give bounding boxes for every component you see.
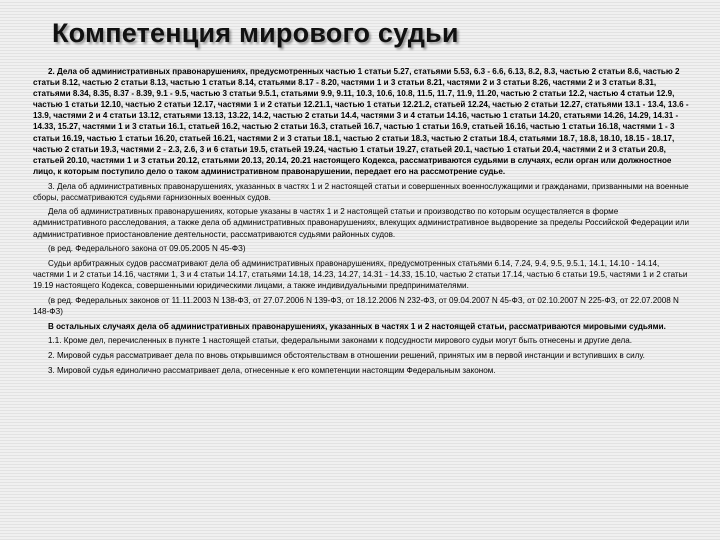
paragraph: 1.1. Кроме дел, перечисленных в пункте 1 настоящей статьи, федеральными законами к подсудности мирового судьи могут быть отнесены и другие дела. — [48, 336, 632, 346]
paragraph: (в ред. Федерального закона от 09.05.2005 N 45-ФЗ) — [48, 244, 246, 254]
paragraph: (в ред. Федеральных законов от 11.11.2003 N 138-ФЗ, от 27.07.2006 N 139-ФЗ, от 18.12.2006 N 232-ФЗ, от 09.04.2007 N 45-ФЗ, от 02.10.2007 N 225-ФЗ, от 22.07.2008 N 148-ФЗ) — [33, 295, 679, 316]
paragraph: 2. Мировой судья рассматривает дела по вновь открывшимся обстоятельствам в отношении решений, принятых им в первой инстанции и вступивших в силу. — [48, 350, 645, 360]
paragraph: Судьи арбитражных судов рассматривают дела об административных правонарушениях, предусмотренных статьями 6.14, 7.24, 9.4, 9.5, 9.5.1, 14.1, 14.10 - 14.14, частями 1 и 2 статьи 14.16, частями 1, 3 и 4 статьи 14.17, статьями 14.18, 14.23, 14.27, 14.31 - 14.33, 15.10, частью 2 статьи 17.14, частью 6 статьи 19.5, частями 1 и 2 статьи 19.19 настоящего Кодекса, совершенными юридическими лицами, а также индивидуальными предпринимателями. — [33, 258, 688, 291]
paragraph: Дела об административных правонарушениях, которые указаны в частях 1 и 2 настоящей статьи и производство по которым осуществляется в форме административного расследования, а также дела об административных правонарушениях, влекущих административное выдворение за пределы Российской Федерации или административное приостановление деятельности, рассматриваются судьями районных судов. — [33, 207, 690, 239]
slide-content — [33, 66, 691, 379]
paragraph: 3. Дела об административных правонарушениях, указанных в частях 1 и 2 настоящей статьи и совершенных военнослужащими и гражданами, призванными на военные сборы, рассматриваются судьями гарнизонных военных судов. — [33, 181, 689, 202]
paragraph: 3. Мировой судья единолично рассматривает дела, отнесенные к его компетенции настоящим Федеральным законом. — [48, 365, 496, 375]
paragraph: 2. Дела об административных правонарушениях, предусмотренных частью 1 статьи 5.27, статьями 5.53, 6.3 - 6.6, 6.13, 8.2, 8.3, частью 2 статьи 8.6, частью 2 статьи 8.12, частью 2 статьи 8.13, частью 1 статьи 8.14, статьями 8.17 - 8.20, частями 1 и 3 статьи 8.21, частями 2 и 3 статьи 8.26, частями 2 и 3 статьи 8.31, статьями 8.34, 8.35, 8.37 - 8.39, 9.1 - 9.5, частью 3 статьи 9.5.1, статьями 9.9, 9.11, 10.3, 10.6, 10.8, 11.5, 11.7, 11.9, 11.20, частью 2 статьи 12.2, частью 4 статьи 12.9, частью 1 статьи 12.10, частью 2 статьи 12.17, частями 1 и 2 статьи 12.21.1, частью 1 статьи 12.21.2, статьей 12.24, частью 2 статьи 12.27, статьями 13.1 - 13.4, 13.6 - 13.9, частями 2 и 4 статьи 13.12, статьями 13.13, 13.22, 14.2, частью 2 статьи 14.4, частями 3 и 4 статьи 14.16, частью 1 статьи 14.20, статьями 14.26, 14.29, 14.31 - 14.33, 15.27, частями 1 и 3 статьи 16.1, статьей 16.2, частью 2 статьи 16.3, статьей 16.7, частью 1 статьи 16.9, статьей 16.16, частью 1 статьи 16.18, частями 1 - 3 статьи 16.19, частью 1 статьи 16.20, статьей 16.21, частями 2 и 3 статьи 18.1, частью 2 статьи 18.3, частью 2 статьи 18.4, статьями 18.7, 18.8, 18.10, 18.15 - 18.17, частью 2 статьи 19.3, частями 2 - 2.3, 2.6, 3 и 6 статьи 19.5, статьей 19.24, частью 1 статьи 19.27, статьей 20.1, частью 1 статьи 20.4, частями 2 и 3 статьи 20.8, статьей 20.10, частями 1 и 3 статьи 20.12, статьями 20.13, 20.14, 20.21 настоящего Кодекса, рассматриваются судьями в случаях, если орган или должностное лицо, к которым поступило дело о таком административном правонарушении, передает его на рассмотрение судье. — [33, 67, 689, 176]
paragraph: В остальных случаях дела об административных правонарушениях, указанных в частях 1 и 2 настоящей статьи, рассматриваются мировыми судьями. — [48, 321, 666, 331]
slide-title: Компетенция мирового судьи — [52, 18, 459, 48]
